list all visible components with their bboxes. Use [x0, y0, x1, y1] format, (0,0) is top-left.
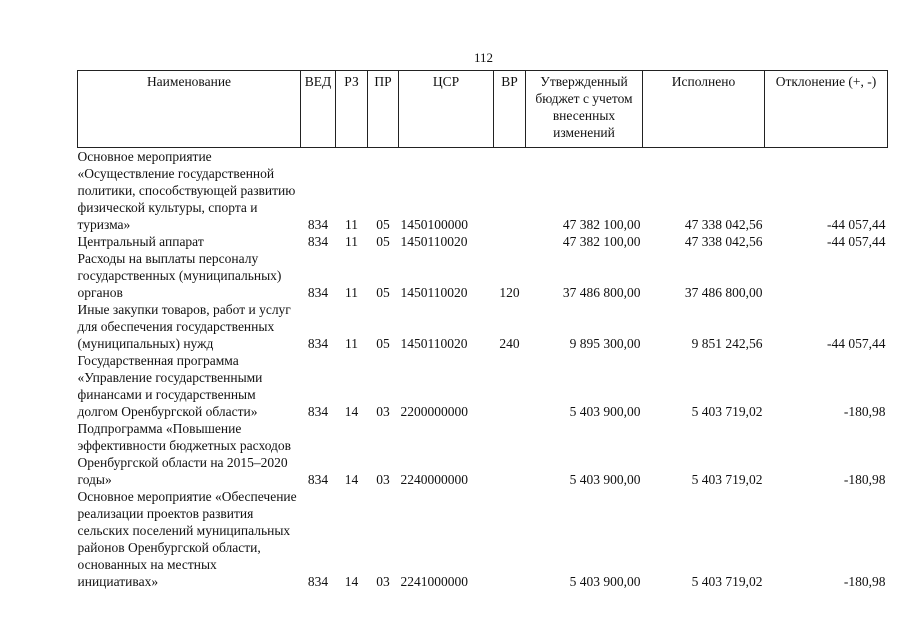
row-executed: 47 338 042,56	[684, 217, 763, 232]
row-executed: 5 403 719,02	[691, 472, 763, 487]
row-deviation: -180,98	[843, 404, 886, 419]
row-csr: 2200000000	[400, 404, 468, 419]
row-executed: 5 403 719,02	[691, 404, 763, 419]
row-rz: 14	[344, 472, 359, 487]
row-name: Государственная программа «Управление государственными финансами и государственным долгом Оренбургской области»	[77, 353, 263, 419]
row-ved: 834	[307, 472, 329, 487]
header-ved: ВЕД	[301, 71, 336, 148]
row-approved: 9 895 300,00	[569, 336, 641, 351]
row-ved: 834	[307, 336, 329, 351]
row-executed: 37 486 800,00	[684, 285, 763, 300]
row-pr: 03	[376, 472, 390, 487]
header-name: Наименование	[78, 71, 301, 148]
row-vr	[494, 488, 526, 590]
row-vr: 120	[499, 285, 520, 300]
table-header-row	[78, 71, 888, 148]
row-deviation: -44 057,44	[827, 217, 886, 232]
row-approved: 5 403 900,00	[569, 574, 641, 589]
row-approved: 47 382 100,00	[562, 217, 641, 232]
header-csr: ЦСР	[399, 71, 494, 148]
header-pr: ПР	[368, 71, 399, 148]
page-number: 112	[474, 50, 494, 65]
row-approved: 5 403 900,00	[569, 472, 641, 487]
row-ved: 834	[307, 285, 329, 300]
row-pr: 05	[376, 285, 390, 300]
header-vr: ВР	[494, 71, 526, 148]
table-row	[78, 420, 888, 488]
row-vr	[494, 352, 526, 420]
row-rz: 11	[345, 285, 358, 300]
table-row	[78, 233, 888, 250]
row-ved: 834	[307, 574, 329, 589]
row-pr: 05	[376, 336, 390, 351]
row-executed: 47 338 042,56	[684, 234, 763, 249]
table-row	[78, 250, 888, 301]
table-row	[78, 488, 888, 590]
row-csr: 1450100000	[400, 217, 468, 232]
row-rz: 14	[344, 574, 359, 589]
row-vr	[494, 148, 526, 234]
row-ved: 834	[307, 217, 329, 232]
table-row	[78, 301, 888, 352]
row-vr: 240	[499, 336, 520, 351]
row-executed: 9 851 242,56	[691, 336, 763, 351]
row-name: Расходы на выплаты персоналу государственных (муниципальных) органов	[77, 251, 282, 300]
row-name: Основное мероприятие «Осуществление государственной политики, способствующей развитию физической культуры, спорта и туризма»	[77, 149, 296, 232]
row-rz: 11	[345, 234, 358, 249]
header-executed: Исполнено	[643, 71, 765, 148]
row-csr: 2240000000	[400, 472, 468, 487]
row-pr: 03	[376, 404, 390, 419]
table-row	[78, 148, 888, 234]
row-vr	[494, 233, 526, 250]
row-name: Центральный аппарат	[77, 234, 204, 249]
row-approved: 47 382 100,00	[562, 234, 641, 249]
header-rz: РЗ	[336, 71, 368, 148]
row-pr: 05	[376, 234, 390, 249]
header-approved: Утвержденный бюджет с учетом внесенных изменений	[526, 71, 643, 148]
row-rz: 11	[345, 217, 358, 232]
row-name: Основное мероприятие «Обеспечение реализации проектов развития сельских поселений муниципальных районов Оренбургской области, основанных на местных инициативах»	[77, 489, 297, 589]
row-csr: 2241000000	[400, 574, 468, 589]
row-rz: 14	[344, 404, 359, 419]
row-ved: 834	[307, 234, 329, 249]
row-deviation: -180,98	[843, 574, 886, 589]
row-name: Подпрограмма «Повышение эффективности бюджетных расходов Оренбургской области на 2015–2020 годы»	[77, 421, 292, 487]
row-pr: 05	[376, 217, 390, 232]
row-ved: 834	[307, 404, 329, 419]
row-deviation: -180,98	[843, 472, 886, 487]
row-csr: 1450110020	[400, 285, 468, 300]
row-rz: 11	[345, 336, 358, 351]
budget-table	[77, 70, 888, 590]
header-deviation: Отклонение (+, -)	[765, 71, 888, 148]
row-deviation: -44 057,44	[827, 234, 886, 249]
row-executed: 5 403 719,02	[691, 574, 763, 589]
row-csr: 1450110020	[400, 336, 468, 351]
row-approved: 37 486 800,00	[562, 285, 641, 300]
row-deviation	[765, 250, 888, 301]
row-csr: 1450110020	[400, 234, 468, 249]
row-approved: 5 403 900,00	[569, 404, 641, 419]
row-deviation: -44 057,44	[827, 336, 886, 351]
row-vr	[494, 420, 526, 488]
row-name: Иные закупки товаров, работ и услуг для обеспечения государственных (муниципальных) нужд	[77, 302, 291, 351]
table-row	[78, 352, 888, 420]
row-pr: 03	[376, 574, 390, 589]
